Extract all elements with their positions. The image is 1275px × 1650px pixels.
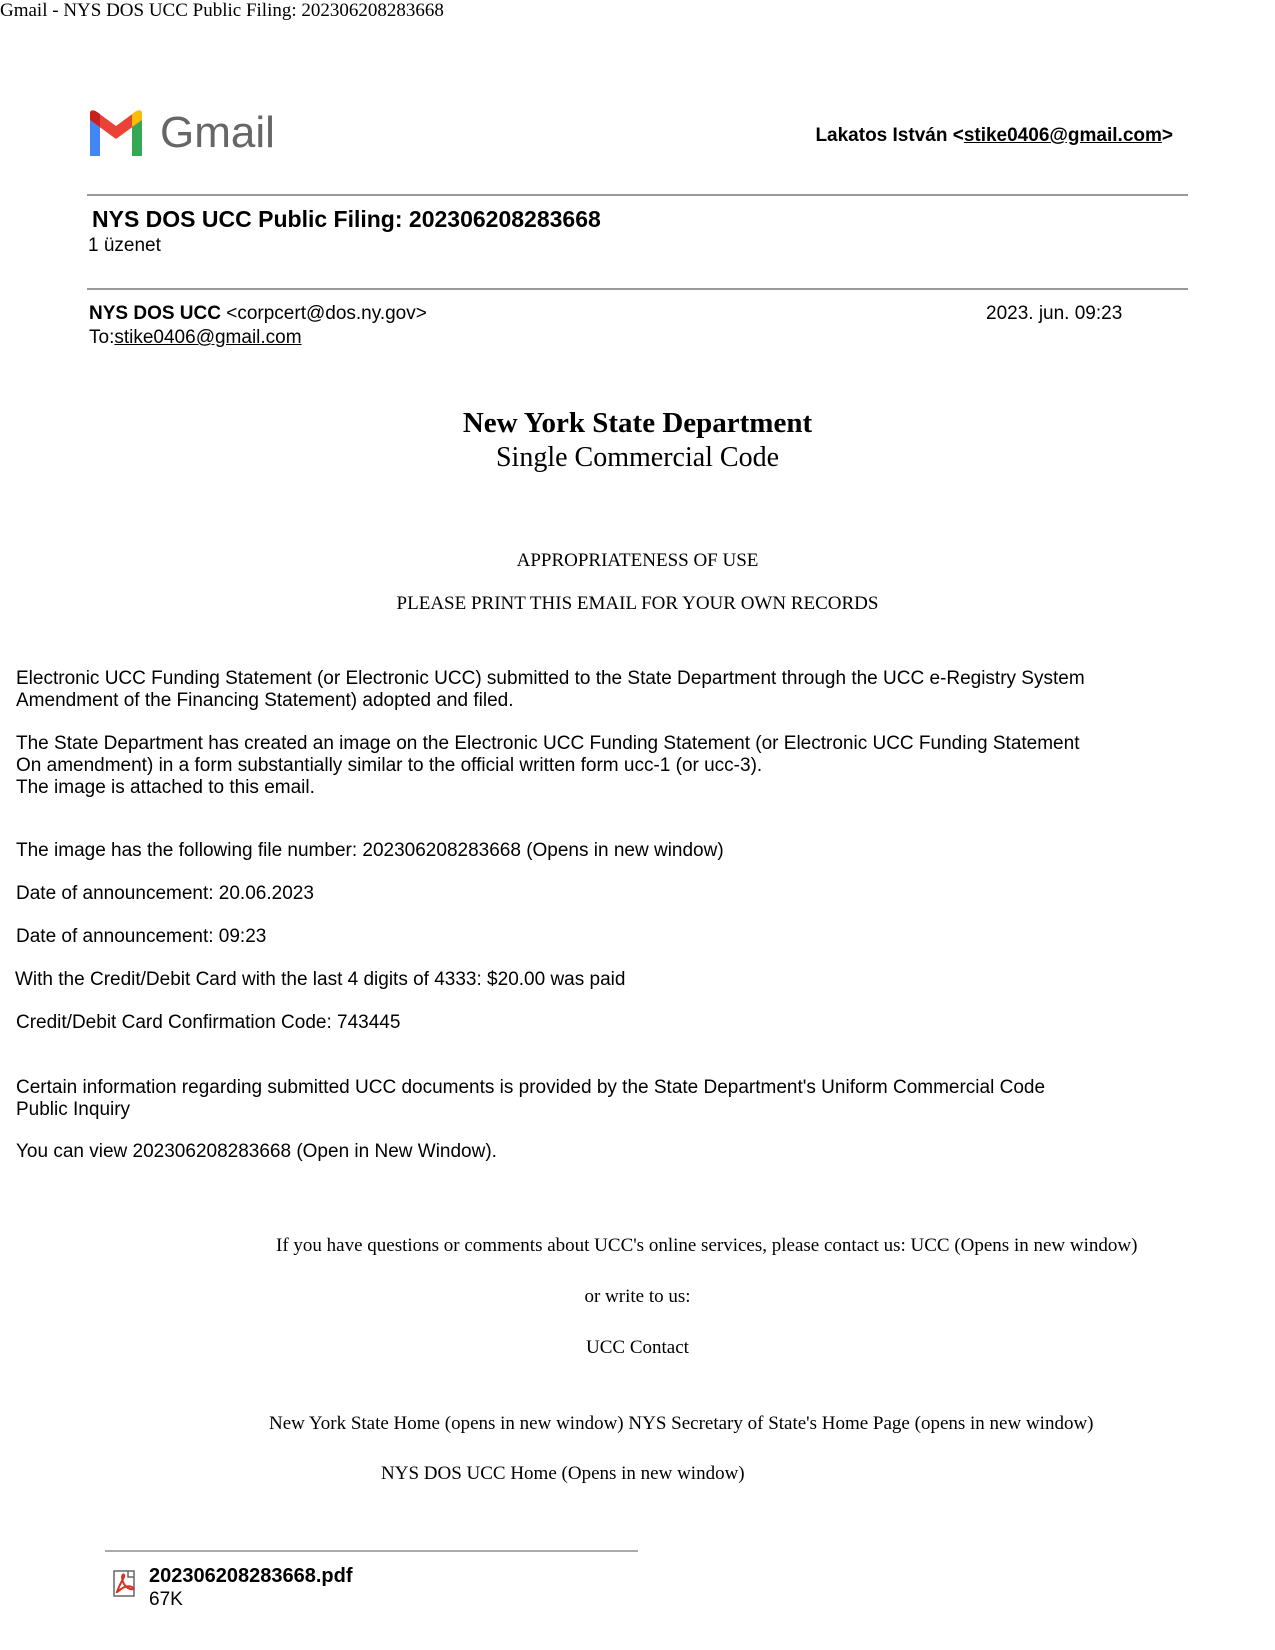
gmail-m-icon — [86, 110, 146, 156]
thread-subject: NYS DOS UCC Public Filing: 202306208283668 — [92, 206, 601, 232]
appropriateness-heading: APPROPRIATENESS OF USE — [516, 550, 759, 571]
view-filing-link[interactable]: You can view 202306208283668 (Open in New Window). — [16, 1141, 497, 1162]
account-name: Lakatos István < — [815, 125, 964, 146]
ucc-contact-link[interactable]: UCC Contact — [586, 1337, 689, 1358]
announcement-date: Date of announcement: 20.06.2023 — [16, 883, 314, 904]
print-notice: PLEASE PRINT THIS EMAIL FOR YOUR OWN RECORDS — [396, 593, 879, 614]
message-date: 2023. jun. 09:23 — [986, 303, 1123, 324]
department-subheading: Single Commercial Code — [495, 442, 780, 473]
attachment-filename[interactable]: 202306208283668.pdf — [149, 1565, 353, 1587]
ucc-home-link[interactable]: NYS DOS UCC Home (Opens in new window) — [381, 1463, 745, 1484]
print-page-title: Gmail - NYS DOS UCC Public Filing: 202306208283668 — [0, 0, 444, 21]
pdf-file-icon — [113, 1570, 139, 1603]
header-divider — [87, 194, 1188, 196]
sender-email: <corpcert@dos.ny.gov> — [220, 303, 427, 324]
department-heading: New York State Department — [462, 407, 813, 439]
footer-home-links[interactable]: New York State Home (opens in new window) NYS Secretary of State's Home Page (opens in new window) — [269, 1413, 1094, 1434]
or-write-line: or write to us: — [584, 1286, 691, 1307]
to-label: To: — [89, 327, 115, 348]
image-paragraph — [16, 733, 1079, 799]
attachment-size: 67K — [149, 1589, 183, 1610]
inquiry-paragraph-line: Certain information regarding submitted UCC documents is provided by the State Department's Uniform Commercial Code — [16, 1077, 1046, 1098]
announcement-time: Date of announcement: 09:23 — [16, 926, 267, 947]
account-identity — [815, 125, 1173, 147]
filing-paragraph — [16, 668, 1085, 712]
message-sender — [89, 303, 427, 325]
image-paragraph-line: The State Department has created an image on the Electronic UCC Funding Statement (or Electronic UCC Funding Statement — [16, 733, 1080, 754]
inquiry-paragraph — [16, 1077, 1045, 1121]
payment-line: With the Credit/Debit Card with the last 4 digits of 4333: $20.00 was paid — [15, 969, 626, 990]
message-count: 1 üzenet — [88, 235, 161, 256]
message-recipient — [89, 327, 302, 349]
gmail-logo — [86, 108, 275, 158]
attachment-details — [149, 1564, 353, 1612]
gmail-wordmark: Gmail — [160, 108, 275, 157]
filing-paragraph-line: Amendment of the Financing Statement) adopted and filed. — [16, 690, 514, 711]
attachment-divider — [105, 1550, 638, 1552]
account-email-link[interactable]: stike0406@gmail.com — [963, 125, 1162, 146]
filing-paragraph-line: Electronic UCC Funding Statement (or Electronic UCC) submitted to the State Department through the UCC e-Registry System — [16, 668, 1085, 689]
contact-questions-line[interactable]: If you have questions or comments about UCC's online services, please contact us: UCC (Opens in new window) — [276, 1235, 1138, 1256]
confirmation-code: Credit/Debit Card Confirmation Code: 743445 — [16, 1012, 401, 1033]
sender-name: NYS DOS UCC — [89, 303, 221, 324]
file-number-line[interactable]: The image has the following file number: 202306208283668 (Opens in new window) — [16, 840, 724, 861]
image-paragraph-line: The image is attached to this email. — [16, 777, 315, 798]
recipient-email-link[interactable]: stike0406@gmail.com — [114, 327, 302, 348]
attachment-item[interactable] — [113, 1564, 353, 1612]
inquiry-paragraph-line: Public Inquiry — [16, 1099, 131, 1120]
account-suffix: > — [1161, 125, 1173, 146]
image-paragraph-line: On amendment) in a form substantially similar to the official written form ucc-1 (or ucc-3). — [16, 755, 763, 776]
message-divider — [87, 288, 1188, 290]
